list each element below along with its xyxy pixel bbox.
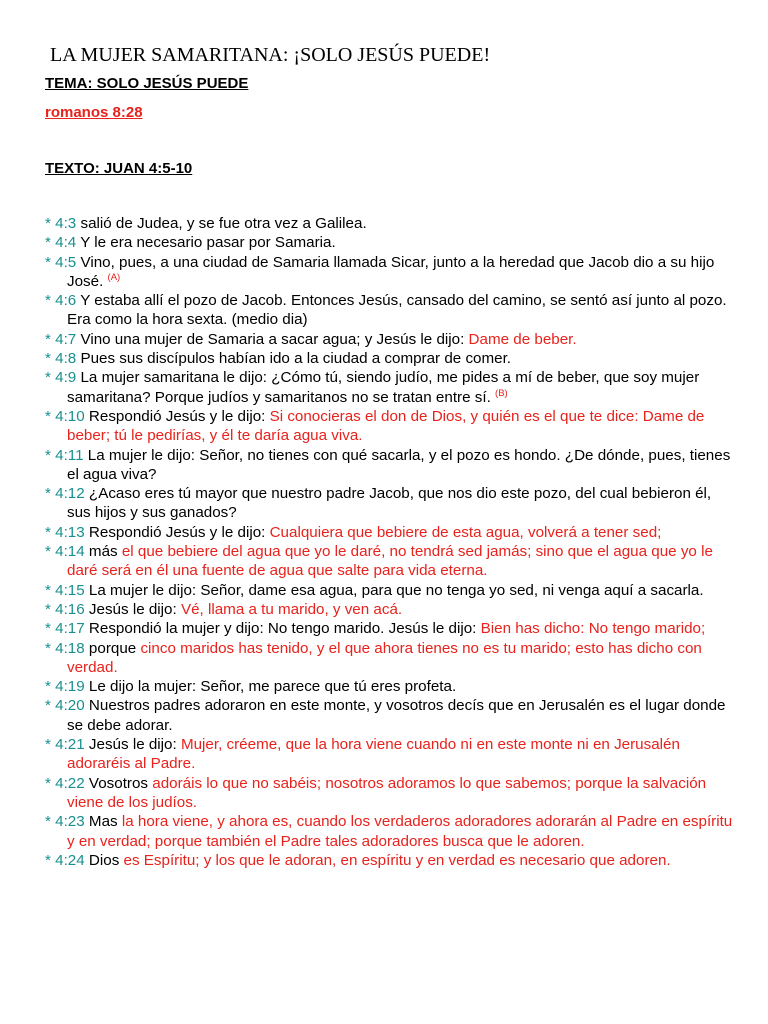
verse-text: Respondió Jesús y le dijo: (84, 523, 270, 541)
verse-ref: * 4:9 (45, 369, 77, 387)
verse-text: La mujer le dijo: Señor, dame esa agua, para que no tenga yo sed, ni venga aquí a sacarla. (84, 581, 704, 599)
verse-text: Y estaba allí el pozo de Jacob. Entonces Jesús, cansado del camino, se sentó así junto al pozo. Era como la hora sexta. (medio dia) (67, 292, 727, 329)
verse-text: Vino una mujer de Samaria a sacar agua; y Jesús le dijo: (76, 330, 469, 348)
verse-item (45, 677, 735, 696)
verse-text: Dios (84, 851, 124, 869)
verse-item (45, 735, 735, 774)
verse-item (45, 812, 735, 851)
verse-ref: * 4:23 (45, 813, 85, 831)
verse-item (45, 368, 735, 407)
verse-text: más (84, 543, 122, 561)
verse-ref: * 4:14 (45, 543, 85, 561)
verse-ref: * 4:3 (45, 215, 77, 232)
verse-item (45, 330, 735, 349)
verse-ref: * 4:13 (45, 523, 85, 541)
verse-quote: es Espíritu; y los que le adoran, en espíritu y en verdad es necesario que adoren. (123, 851, 671, 869)
verse-list (45, 214, 735, 870)
verse-ref: * 4:22 (45, 774, 85, 792)
verse-quote: la hora viene, y ahora es, cuando los verdaderos adoradores adorarán al Padre en espíritu y en verdad; porque también el Padre tales adoradores busca que le adoren. (67, 813, 733, 850)
verse-text: Mas (84, 813, 122, 831)
verse-ref: * 4:20 (45, 697, 85, 715)
verse-ref: * 4:5 (45, 253, 77, 271)
verse-ref: * 4:8 (45, 350, 77, 368)
verse-text: La mujer le dijo: Señor, no tienes con qué sacarla, y el pozo es hondo. ¿De dónde, pues, tienes el agua viva? (67, 446, 731, 483)
verse-ref: * 4:4 (45, 234, 77, 252)
verse-text: Jesús le dijo: (84, 736, 181, 754)
verse-text: Jesús le dijo: (84, 600, 181, 618)
verse-ref: * 4:16 (45, 600, 85, 618)
footnote-marker: (A) (107, 271, 121, 283)
verse-ref: * 4:18 (45, 639, 85, 657)
verse-item (45, 214, 735, 233)
verse-ref: * 4:19 (45, 678, 85, 696)
verse-quote: Mujer, créeme, que la hora viene cuando ni en este monte ni en Jerusalén adoraréis al Padre. (67, 736, 680, 773)
verse-item (45, 523, 735, 542)
verse-item (45, 639, 735, 678)
verse-item (45, 349, 735, 368)
verse-item (45, 484, 735, 523)
verse-ref: * 4:7 (45, 330, 77, 348)
verse-ref: * 4:24 (45, 851, 85, 869)
verse-item (45, 291, 735, 330)
verse-quote: Cualquiera que bebiere de esta agua, volverá a tener sed; (269, 523, 662, 541)
verse-text: ¿Acaso eres tú mayor que nuestro padre Jacob, que nos dio este pozo, del cual bebieron él, sus hijos y sus ganados? (67, 485, 712, 522)
document-title: LA MUJER SAMARITANA: ¡SOLO JESÚS PUEDE! (50, 44, 491, 66)
verse-quote: Si conocieras el don de Dios, y quién es el que te dice: Dame de beber; tú le pedirías, y él te daría agua viva. (67, 407, 705, 445)
verse-item (45, 233, 735, 252)
verse-text: Le dijo la mujer: Señor, me parece que tú eres profeta. (84, 678, 457, 696)
verse-ref: * 4:17 (45, 620, 85, 638)
verse-item (45, 774, 735, 813)
footnote-marker: (B) (495, 387, 508, 399)
verse-text: Pues sus discípulos habían ido a la ciudad a comprar de comer. (76, 350, 512, 368)
verse-ref: * 4:15 (45, 581, 85, 599)
verse-quote: adoráis lo que no sabéis; nosotros adoramos lo que sabemos; porque la salvación viene de los judíos. (67, 774, 707, 811)
verse-text: Y le era necesario pasar por Samaria. (76, 234, 336, 252)
verse-item (45, 407, 735, 446)
verse-item (45, 696, 735, 735)
verse-item (45, 600, 735, 619)
verse-ref: * 4:11 (45, 446, 84, 464)
verse-text: Respondió Jesús y le dijo: (84, 407, 270, 425)
verse-text: Vino, pues, a una ciudad de Samaria llamada Sicar, junto a la heredad que Jacob dio a su hijo José. (67, 253, 715, 290)
verse-text: La mujer samaritana le dijo: ¿Cómo tú, siendo judío, me pides a mí de beber, que soy mujer samaritana? Porque judíos y samaritanos no se tratan entre sí. (67, 369, 700, 406)
verse-text: Vosotros (84, 774, 153, 792)
verse-ref: * 4:21 (45, 736, 85, 754)
verse-item (45, 619, 735, 638)
verse-quote: Bien has dicho: No tengo marido; (480, 620, 706, 638)
verse-item (45, 581, 735, 600)
tema-heading: TEMA: SOLO JESÚS PUEDE (45, 75, 249, 92)
verse-ref: * 4:6 (45, 292, 77, 310)
verse-quote: Dame de beber. (468, 330, 577, 348)
verse-item (45, 253, 735, 292)
texto-heading: TEXTO: JUAN 4:5-10 (45, 160, 193, 177)
verse-quote: cinco maridos has tenido, y el que ahora tienes no es tu marido; esto has dicho con verdad. (67, 639, 702, 676)
verse-item (45, 542, 735, 581)
verse-ref: * 4:12 (45, 485, 85, 503)
verse-text: porque (84, 639, 141, 657)
verse-quote: el que bebiere del agua que yo le daré, no tendrá sed jamás; sino que el agua que yo le daré será en él una fuente de agua que salte para vida eterna. (67, 543, 713, 580)
verse-quote: Vé, llama a tu marido, y ven acá. (180, 600, 403, 618)
verse-item (45, 446, 735, 485)
verse-text: salió de Judea, y se fue otra vez a Galilea. (76, 215, 367, 232)
verse-item (45, 851, 735, 870)
verse-text: Respondió la mujer y dijo: No tengo marido. Jesús le dijo: (84, 620, 481, 638)
verse-text: Nuestros padres adoraron en este monte, y vosotros decís que en Jerusalén es el lugar donde se debe adorar. (67, 697, 726, 734)
verse-ref: * 4:10 (45, 407, 85, 425)
scripture-reference: romanos 8:28 (45, 104, 143, 121)
